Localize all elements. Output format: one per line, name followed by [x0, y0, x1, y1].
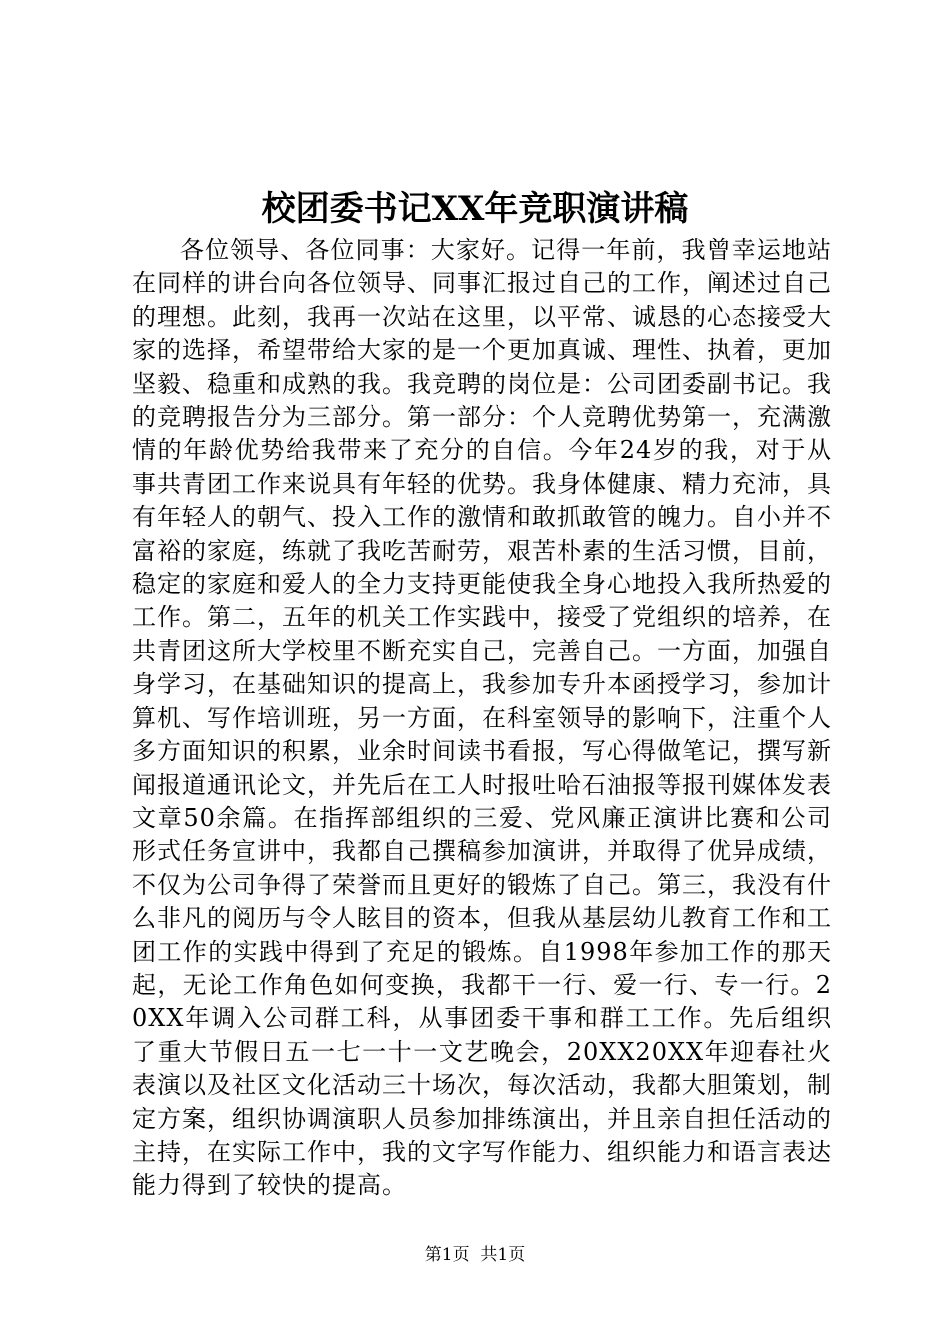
document-title: 校团委书记XX年竞职演讲稿: [261, 189, 689, 229]
page-number-footer: 第1页 共1页: [424, 1245, 526, 1265]
document-body-paragraph: 各位领导、各位同事：大家好。记得一年前，我曾幸运地站在同样的讲台向各位领导、同事汇报过自己的工作，阐述过自己的理想。此刻，我再一次站在这里，以平常、诚恳的心态接受大家的选择，希望带给大家的是一个更加真诚、理性、执着，更加坚毅、稳重和成熟的我。我竞聘的岗位是：公司团委副书记。我的竞聘报告分为三部分。第一部分：个人竞聘优势第一，充满激情的年龄优势给我带来了充分的自信。今年24岁的我，对于从事共青团工作来说具有年轻的优势。我身体健康、精力充沛，具有年轻人的朝气、投入工作的激情和敢抓敢管的魄力。自小并不富裕的家庭，练就了我吃苦耐劳，艰苦朴素的生活习惯，目前，稳定的家庭和爱人的全力支持更能使我全身心地投入我所热爱的工作。第二，五年的机关工作实践中，接受了党组织的培养，在共青团这所大学校里不断充实自己，完善自己。一方面，加强自身学习，在基础知识的提高上，我参加专升本函授学习，参加计算机、写作培训班，另一方面，在科室领导的影响下，注重个人多方面知识的积累，业余时间读书看报，写心得做笔记，撰写新闻报道通讯论文，并先后在工人时报吐哈石油报等报刊媒体发表文章50余篇。在指挥部组织的三爱、党风廉正演讲比赛和公司形式任务宣讲中，我都自己撰稿参加演讲，并取得了优异成绩，不仅为公司争得了荣誉而且更好的锻炼了自己。第三，我没有什么非凡的阅历与令人眩目的资本，但我从基层幼儿教育工作和工团工作的实践中得到了充足的锻炼。自1998年参加工作的那天起，无论工作角色如何变换，我都干一行、爱一行、专一行。20XX年调入公司群工科，从事团委干事和群工工作。先后组织了重大节假日五一七一十一文艺晚会，20XX20XX年迎春社火表演以及社区文化活动三十场次，每次活动，我都大胆策划，制定方案，组织协调演职人员参加排练演出，并且亲自担任活动的主持，在实际工作中，我的文字写作能力、组织能力和语言表达能力得到了较快的提高。: [132, 236, 832, 1200]
